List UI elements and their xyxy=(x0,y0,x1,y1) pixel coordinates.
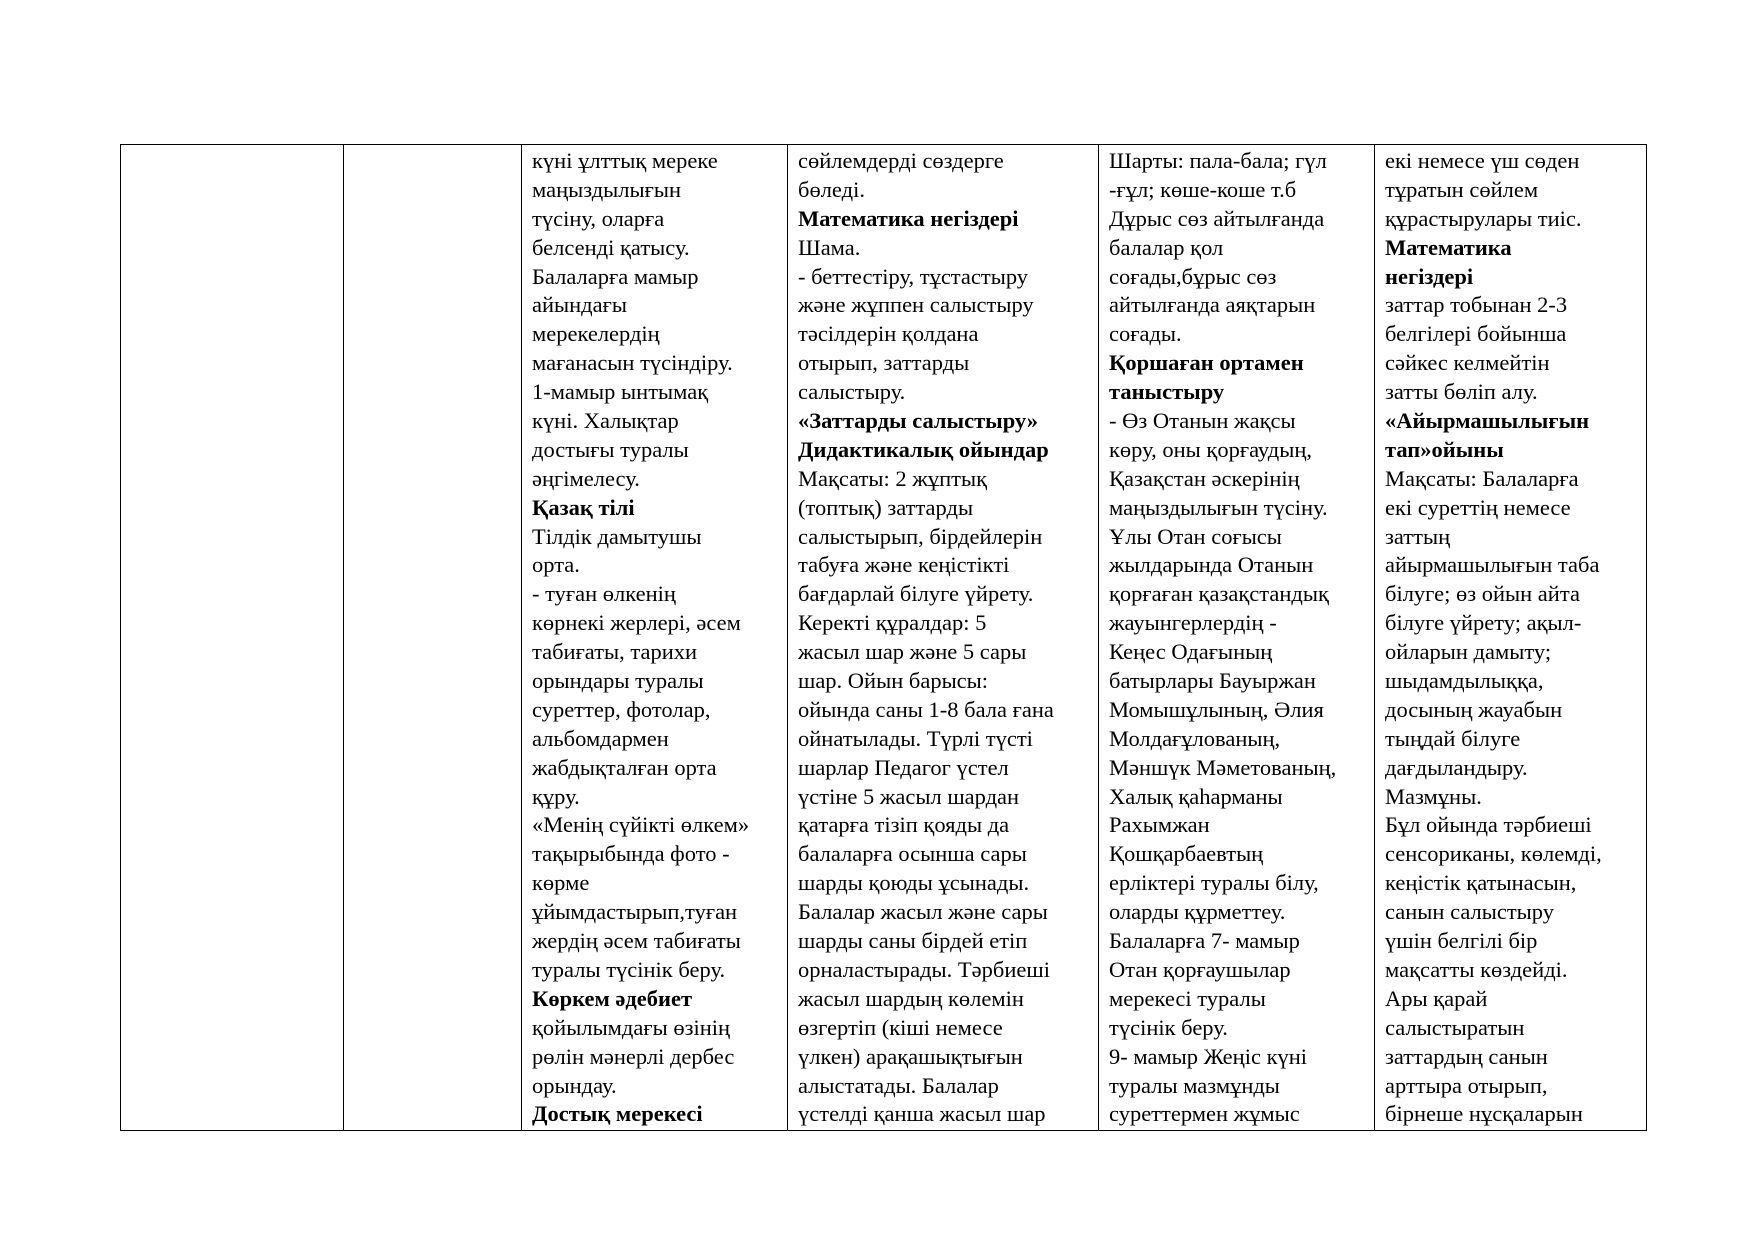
text-line: түсіну, оларға xyxy=(532,205,665,231)
text-line: (топтық) заттарды xyxy=(798,494,974,520)
text-line: Қазақстан әскерінің xyxy=(1109,465,1300,491)
text-line: орналастырады. Тәрбиеші xyxy=(798,956,1050,982)
section-heading: Математика xyxy=(1385,234,1512,260)
text-line: санын салыстыру xyxy=(1385,899,1555,925)
text-line: затты бөліп алу. xyxy=(1385,379,1538,405)
text-line: Тілдік дамытушы xyxy=(532,523,702,549)
text-line: белсенді қатысу. xyxy=(532,234,690,260)
text-line: Бұл ойында тәрбиеші xyxy=(1385,812,1592,838)
text-line: Отан қорғаушылар xyxy=(1109,956,1291,982)
text-line: орындау. xyxy=(532,1072,617,1098)
text-line: отырып, заттарды xyxy=(798,350,970,376)
section-heading: «Айырмашылығын xyxy=(1385,408,1590,434)
text-line: тәсілдерін қолдана xyxy=(798,321,979,347)
text-line: Мақсаты: 2 жұптық xyxy=(798,465,988,491)
text-line: көру, оны қорғаудың, xyxy=(1109,436,1312,462)
text-line: дағдыландыру. xyxy=(1385,754,1528,780)
text-line: «Менің сүйікті өлкем» xyxy=(532,812,750,838)
text-line: батырлары Бауыржан xyxy=(1109,668,1316,694)
text-line: шарлар Педагог үстел xyxy=(798,754,1009,780)
text-line: - беттестіру, тұстастыру xyxy=(798,263,1029,289)
text-line: жабдықталған орта xyxy=(532,754,717,780)
text-line: тақырыбында фото - xyxy=(532,841,730,867)
text-line: білуге үйрету; ақыл- xyxy=(1385,610,1582,636)
section-heading: Математика негіздері xyxy=(798,205,1019,231)
text-line: ойында саны 1-8 бала ғана xyxy=(798,696,1054,722)
text-line: Керекті құралдар: 5 xyxy=(798,610,987,636)
text-line: қатарға тізіп қояды да xyxy=(798,812,1010,838)
plan-table xyxy=(120,144,1647,1131)
text-line: соғады,бұрыс сөз xyxy=(1109,263,1277,289)
text-line: Дұрыс сөз айтылғанда xyxy=(1109,205,1325,231)
text-line: күні ұлттық мереке xyxy=(532,148,718,173)
text-line: бағдарлай білуге үйрету. xyxy=(798,581,1034,607)
text-line: мақсатты көздейді. xyxy=(1385,956,1568,982)
section-heading: Дидактикалық ойындар xyxy=(798,436,1049,462)
text-line: Рахымжан xyxy=(1109,812,1210,838)
text-line: екі суреттің немесе xyxy=(1385,494,1571,520)
text-line: маңыздылығын түсіну. xyxy=(1109,494,1328,520)
section-heading: Қоршаған ортамен xyxy=(1109,350,1304,376)
text-line: салыстыру. xyxy=(798,379,906,405)
text-line: оларды құрметтеу. xyxy=(1109,899,1286,925)
text-line: 1-мамыр ынтымақ xyxy=(532,379,709,405)
text-line: Халық қаһарманы xyxy=(1109,783,1283,809)
text-line: жылдарында Отанын xyxy=(1109,552,1314,578)
text-line: көрнекі жерлері, әсем xyxy=(532,610,741,636)
text-line: қорғаған қазақстандық xyxy=(1109,581,1329,607)
text-line: Мәншүк Мәметованың, xyxy=(1109,754,1337,780)
text-line: айындағы xyxy=(532,292,627,318)
text-line: сөйлемдерді сөздерге xyxy=(798,148,1004,173)
table-cell-col-3 xyxy=(522,145,788,1131)
text-line: салыстыратын xyxy=(1385,1014,1525,1040)
text-line: үлкен) арақашықтығын xyxy=(798,1043,1023,1069)
text-line: Ұлы Отан соғысы xyxy=(1109,523,1282,549)
text-line: - туған өлкенің xyxy=(532,581,676,607)
text-line: суреттер, фотолар, xyxy=(532,696,711,722)
section-heading: негіздері xyxy=(1385,263,1474,289)
text-line: түсінік беру. xyxy=(1109,1014,1228,1040)
text-line: орта. xyxy=(532,552,580,578)
text-line: құру. xyxy=(532,783,580,809)
text-line: шарды қоюды ұсынады. xyxy=(798,870,1030,896)
section-heading: Достық мерекесі xyxy=(532,1101,703,1127)
text-line: досының жауабын xyxy=(1385,696,1563,722)
text-line: және жұппен салыстыру xyxy=(798,292,1034,318)
table-cell-col-2 xyxy=(344,145,522,1131)
text-line: Ары қарай xyxy=(1385,985,1488,1011)
text-line: кеңістік қатынасын, xyxy=(1385,870,1577,896)
text-line: үшін белгілі бір xyxy=(1385,928,1538,954)
text-line: заттардың санын xyxy=(1385,1043,1548,1069)
text-line: айтылғанда аяқтарын xyxy=(1109,292,1316,318)
text-line: заттың xyxy=(1385,523,1451,549)
text-line: қойылымдағы өзінің xyxy=(532,1014,731,1040)
text-line: мағанасын түсіндіру. xyxy=(532,350,733,376)
text-line: 9- мамыр Жеңіс күні xyxy=(1109,1043,1308,1069)
text-line: соғады. xyxy=(1109,321,1182,347)
table-row xyxy=(121,145,1647,1131)
text-line: Балаларға мамыр xyxy=(532,263,699,289)
text-line: балаларға осынша сары xyxy=(798,841,1027,867)
text-line: табиғаты, тарихи xyxy=(532,639,698,665)
text-line: мерекесі туралы xyxy=(1109,985,1266,1011)
text-line: бірнеше нұсқаларын xyxy=(1385,1101,1583,1127)
section-heading: таныстыру xyxy=(1109,379,1225,405)
text-line: Қошқарбаевтың xyxy=(1109,841,1264,867)
text-line: -ғұл; көше-коше т.б xyxy=(1109,176,1297,202)
text-line: жауынгерлердің - xyxy=(1109,610,1277,636)
text-line: Шарты: пала-бала; гүл xyxy=(1109,148,1327,173)
text-line: заттар тобынан 2-3 xyxy=(1385,292,1568,318)
text-line: сәйкес келмейтін xyxy=(1385,350,1550,376)
text-line: әңгімелесу. xyxy=(532,465,640,491)
table-cell-col-4 xyxy=(788,145,1099,1131)
text-line: шарды саны бірдей етіп xyxy=(798,928,1028,954)
text-line: Мазмұны. xyxy=(1385,783,1482,809)
text-line: маңыздылығын xyxy=(532,176,682,202)
text-line: Балалар жасыл және сары xyxy=(798,899,1048,925)
text-line: туралы түсінік беру. xyxy=(532,956,726,982)
text-line: Шама. xyxy=(798,234,861,260)
text-line: үстіне 5 жасыл шардан xyxy=(798,783,1020,809)
text-line: арттыра отырып, xyxy=(1385,1072,1548,1098)
text-line: өзгертіп (кіші немесе xyxy=(798,1014,1003,1040)
text-line: көрме xyxy=(532,870,590,896)
text-line: балалар қол xyxy=(1109,234,1224,260)
text-line: альбомдармен xyxy=(532,725,669,751)
text-line: екі немесе үш сөден xyxy=(1385,148,1580,173)
text-line: ойларын дамыту; xyxy=(1385,639,1552,665)
text-line: достығы туралы xyxy=(532,436,689,462)
text-line: Молдағұлованың, xyxy=(1109,725,1281,751)
text-line: күні. Халықтар xyxy=(532,408,679,434)
text-line: Мақсаты: Балаларға xyxy=(1385,465,1579,491)
text-line: суреттермен жұмыс xyxy=(1109,1101,1300,1127)
text-line: туралы мазмұнды xyxy=(1109,1072,1280,1098)
text-line: белгілері бойынша xyxy=(1385,321,1567,347)
text-line: Балаларға 7- мамыр xyxy=(1109,928,1300,954)
text-line: тұратын сөйлем xyxy=(1385,176,1539,202)
text-line: орындары туралы xyxy=(532,668,704,694)
text-line: бөледі. xyxy=(798,176,865,202)
text-line: ойнатылады. Түрлі түсті xyxy=(798,725,1033,751)
section-heading: Қазақ тілі xyxy=(532,494,635,520)
text-line: сенсориканы, көлемді, xyxy=(1385,841,1602,867)
table-cell-col-1 xyxy=(121,145,344,1131)
text-line: табуға және кеңістікті xyxy=(798,552,1010,578)
text-line: шар. Ойын барысы: xyxy=(798,668,989,694)
text-line: тыңдай білуге xyxy=(1385,725,1521,751)
text-line: салыстырып, бірдейлерін xyxy=(798,523,1043,549)
text-line: жасыл шардың көлемін xyxy=(798,985,1024,1011)
text-line: - Өз Отанын жақсы xyxy=(1109,408,1296,434)
table-cell-col-6 xyxy=(1375,145,1647,1131)
section-heading: «Заттарды салыстыру» xyxy=(798,408,1038,434)
text-line: құрастырулары тиіс. xyxy=(1385,205,1582,231)
text-line: рөлін мәнерлі дербес xyxy=(532,1043,735,1069)
section-heading: тап»ойыны xyxy=(1385,436,1504,462)
text-line: Кеңес Одағының xyxy=(1109,639,1273,665)
text-line: үстелді қанша жасыл шар xyxy=(798,1101,1046,1127)
text-line: жердің әсем табиғаты xyxy=(532,928,741,954)
text-line: жасыл шар және 5 сары xyxy=(798,639,1027,665)
text-line: айырмашылығын таба xyxy=(1385,552,1600,578)
text-line: алыстатады. Балалар xyxy=(798,1072,999,1098)
text-line: ерліктері туралы білу, xyxy=(1109,870,1319,896)
text-line: шыдамдылыққа, xyxy=(1385,668,1544,694)
table-cell-col-5 xyxy=(1099,145,1375,1131)
text-line: Момышұлының, Әлия xyxy=(1109,696,1324,722)
text-line: мерекелердің xyxy=(532,321,660,347)
text-line: ұйымдастырып,туған xyxy=(532,899,738,925)
section-heading: Көркем әдебиет xyxy=(532,985,693,1011)
text-line: білуге; өз ойын айта xyxy=(1385,581,1580,607)
